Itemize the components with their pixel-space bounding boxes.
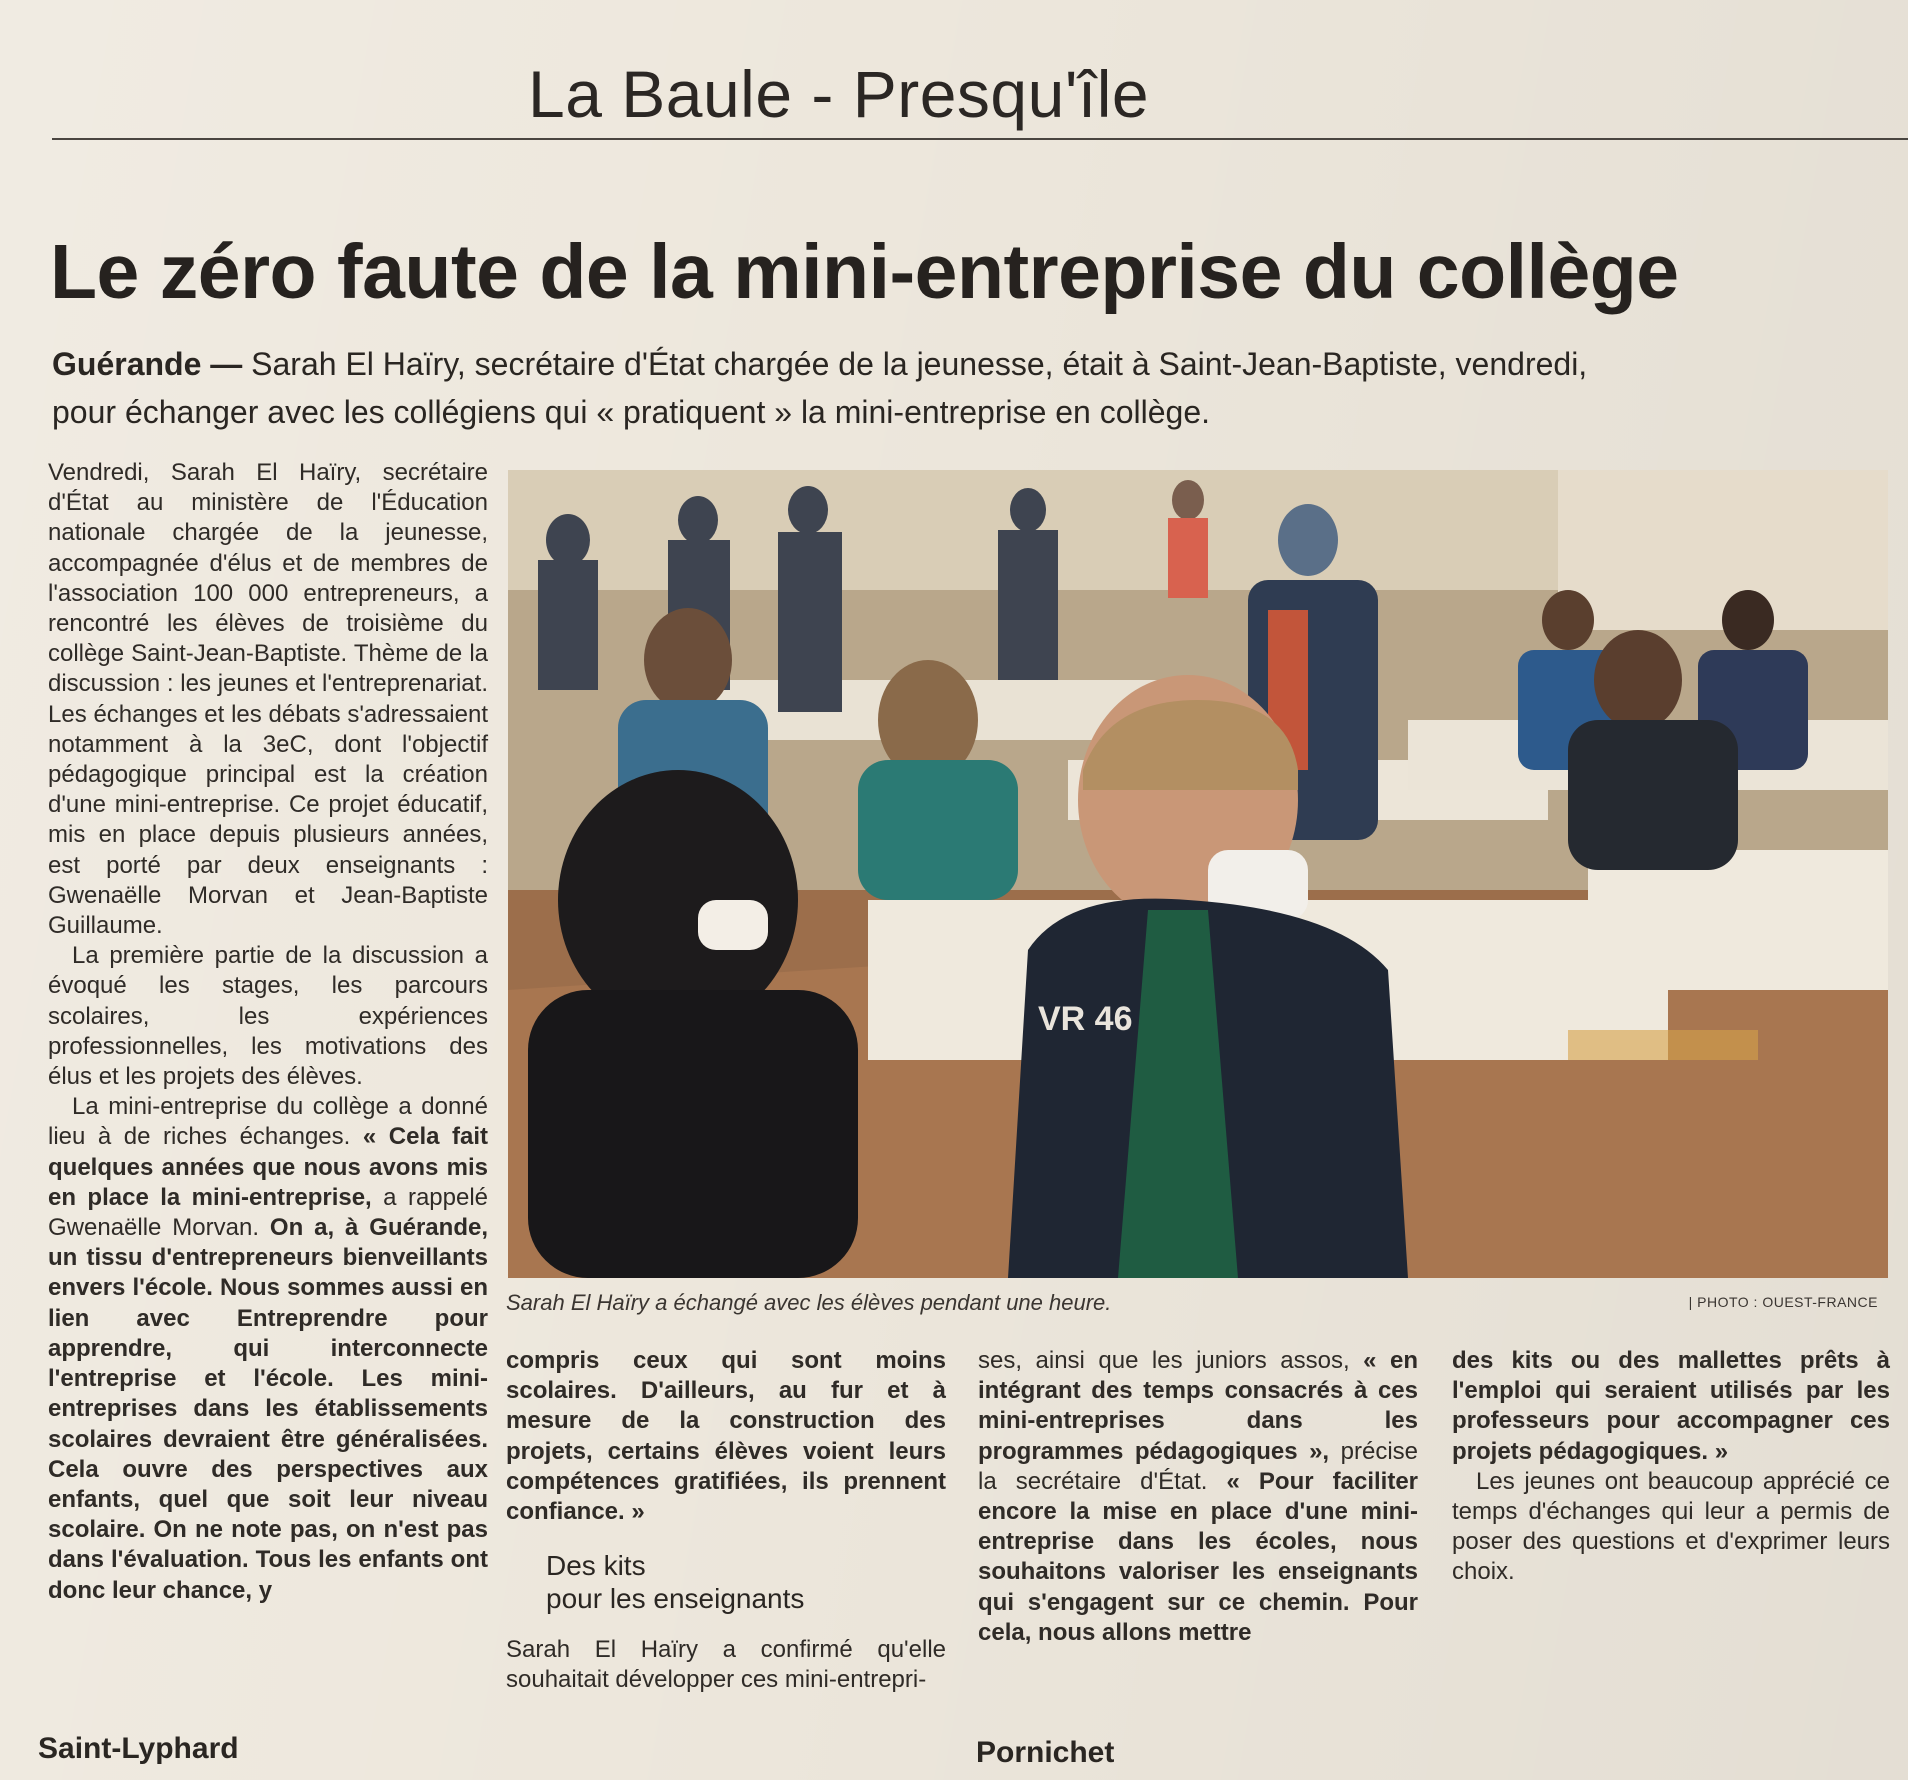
article-column-1-top [48,458,488,1606]
headline: Le zéro faute de la mini-entreprise du collège [50,229,1679,315]
attribution-morvan: a rappelé Gwenaëlle Morvan. [48,1183,489,1242]
paragraph-3 [48,1092,488,1605]
next-article-heading-right: Pornichet [976,1736,1115,1769]
lead-text: Sarah El Haïry, secrétaire d'État chargée de la jeunesse, était à Saint-Jean-Baptiste, vendredi, pour échanger avec les collégiens qui « pratiquent » la mini-entreprise en collège. [52,346,1588,430]
jacket-print: VR 46 [1038,1000,1133,1038]
subheading-line-2: pour les enseignants [546,1583,805,1615]
column-2-quote: compris ceux qui sont moins scolaires. D'ailleurs, au fur et à mesure de la construction des projets, certains élèves voient leurs compétences gratifiées, ils prennent confiance. » [506,1347,946,1526]
article-column-4 [1452,1346,1890,1588]
paragraph-3-intro: La mini-entreprise du collège a donné lieu à de riches échanges. [48,1093,488,1151]
column-3-paragraph [978,1346,1418,1648]
subheading-line-1: Des kits [546,1550,646,1582]
dateline-place: Guérande — [52,346,243,382]
classroom-photo-illustration [508,470,1888,1278]
next-article-heading-left: Saint-Lyphard [38,1732,239,1765]
column-4-quote: des kits ou des mallettes prêts à l'emploi qui seraient utilisés par les professeurs pour accompagner ces projets pédagogiques. » [1452,1347,1890,1465]
quote-morvan-a: « Cela fait quelques années que nous avons mis en place la mini-entreprise, [48,1123,488,1211]
column-4-paragraph: Les jeunes ont beaucoup apprécié ce temps d'échanges qui leur a permis de poser des questions et d'exprimer leurs choix. [1452,1467,1890,1586]
column-3-quote-a: « en intégrant des temps consacrés à ces mini-entreprises dans les programmes pédagogiques », [978,1347,1418,1465]
paragraph-1: Vendredi, Sarah El Haïry, secrétaire d'État au ministère de l'Éducation nationale chargée de la jeunesse, accompagnée d'élus et de membres de l'association 100 000 entrepreneurs, a rencontré les élèves de troisième du collège Saint-Jean-Baptiste. Thème de la discussion : les jeunes et l'entreprenariat. Les échanges et les débats s'adressaient notamment à la 3eC, dont l'objectif pédagogique principal est la création d'une mini-entreprise. Ce projet éducatif, mis en place depuis plusieurs années, est porté par deux enseignants : Gwenaëlle Morvan et Jean-Baptiste Guillaume. [48,459,488,940]
column-3-text-b: précise la secrétaire d'État. [978,1437,1418,1495]
column-2-paragraph: Sarah El Haïry a confirmé qu'elle souhaitait développer ces mini-entrepri- [506,1636,946,1694]
article-column-2 [506,1346,946,1696]
column-3-quote-b: « Pour faciliter encore la mise en place d'une mini-entreprise dans les écoles, nous souhaitons valoriser les enseignants qui s'engagent sur ce chemin. Pour cela, nous allons mettre [978,1467,1419,1646]
paragraph-2: La première partie de la discussion a évoqué les stages, les parcours scolaires, les expériences professionnelles, les motivations des élus et les projets des élèves. [48,942,488,1091]
subheading [546,1549,946,1615]
section-header: La Baule - Presqu'île [528,57,1150,131]
header-rule [52,138,1908,140]
quote-morvan-b: On a, à Guérande, un tissu d'entrepreneurs bienveillants envers l'école. Nous sommes aussi en lien avec Entreprendre pour apprendre, qui interconnecte l'entreprise et l'école. Les mini-entreprises dans les établissements scolaires devraient être généralisées. Cela ouvre des perspectives aux enfants, quel que soit leur niveau scolaire. On ne note pas, on n'est pas dans l'évaluation. Tous les enfants ont donc leur chance, y [48,1214,488,1604]
article-photo [508,470,1888,1278]
article-column-3 [978,1346,1418,1648]
lead-paragraph [52,340,1612,436]
column-3-text-a: ses, ainsi que les juniors assos, [978,1347,1350,1374]
photo-credit: | PHOTO : OUEST-FRANCE [1688,1294,1878,1310]
photo-caption: Sarah El Haïry a échangé avec les élèves pendant une heure. [506,1290,1112,1315]
